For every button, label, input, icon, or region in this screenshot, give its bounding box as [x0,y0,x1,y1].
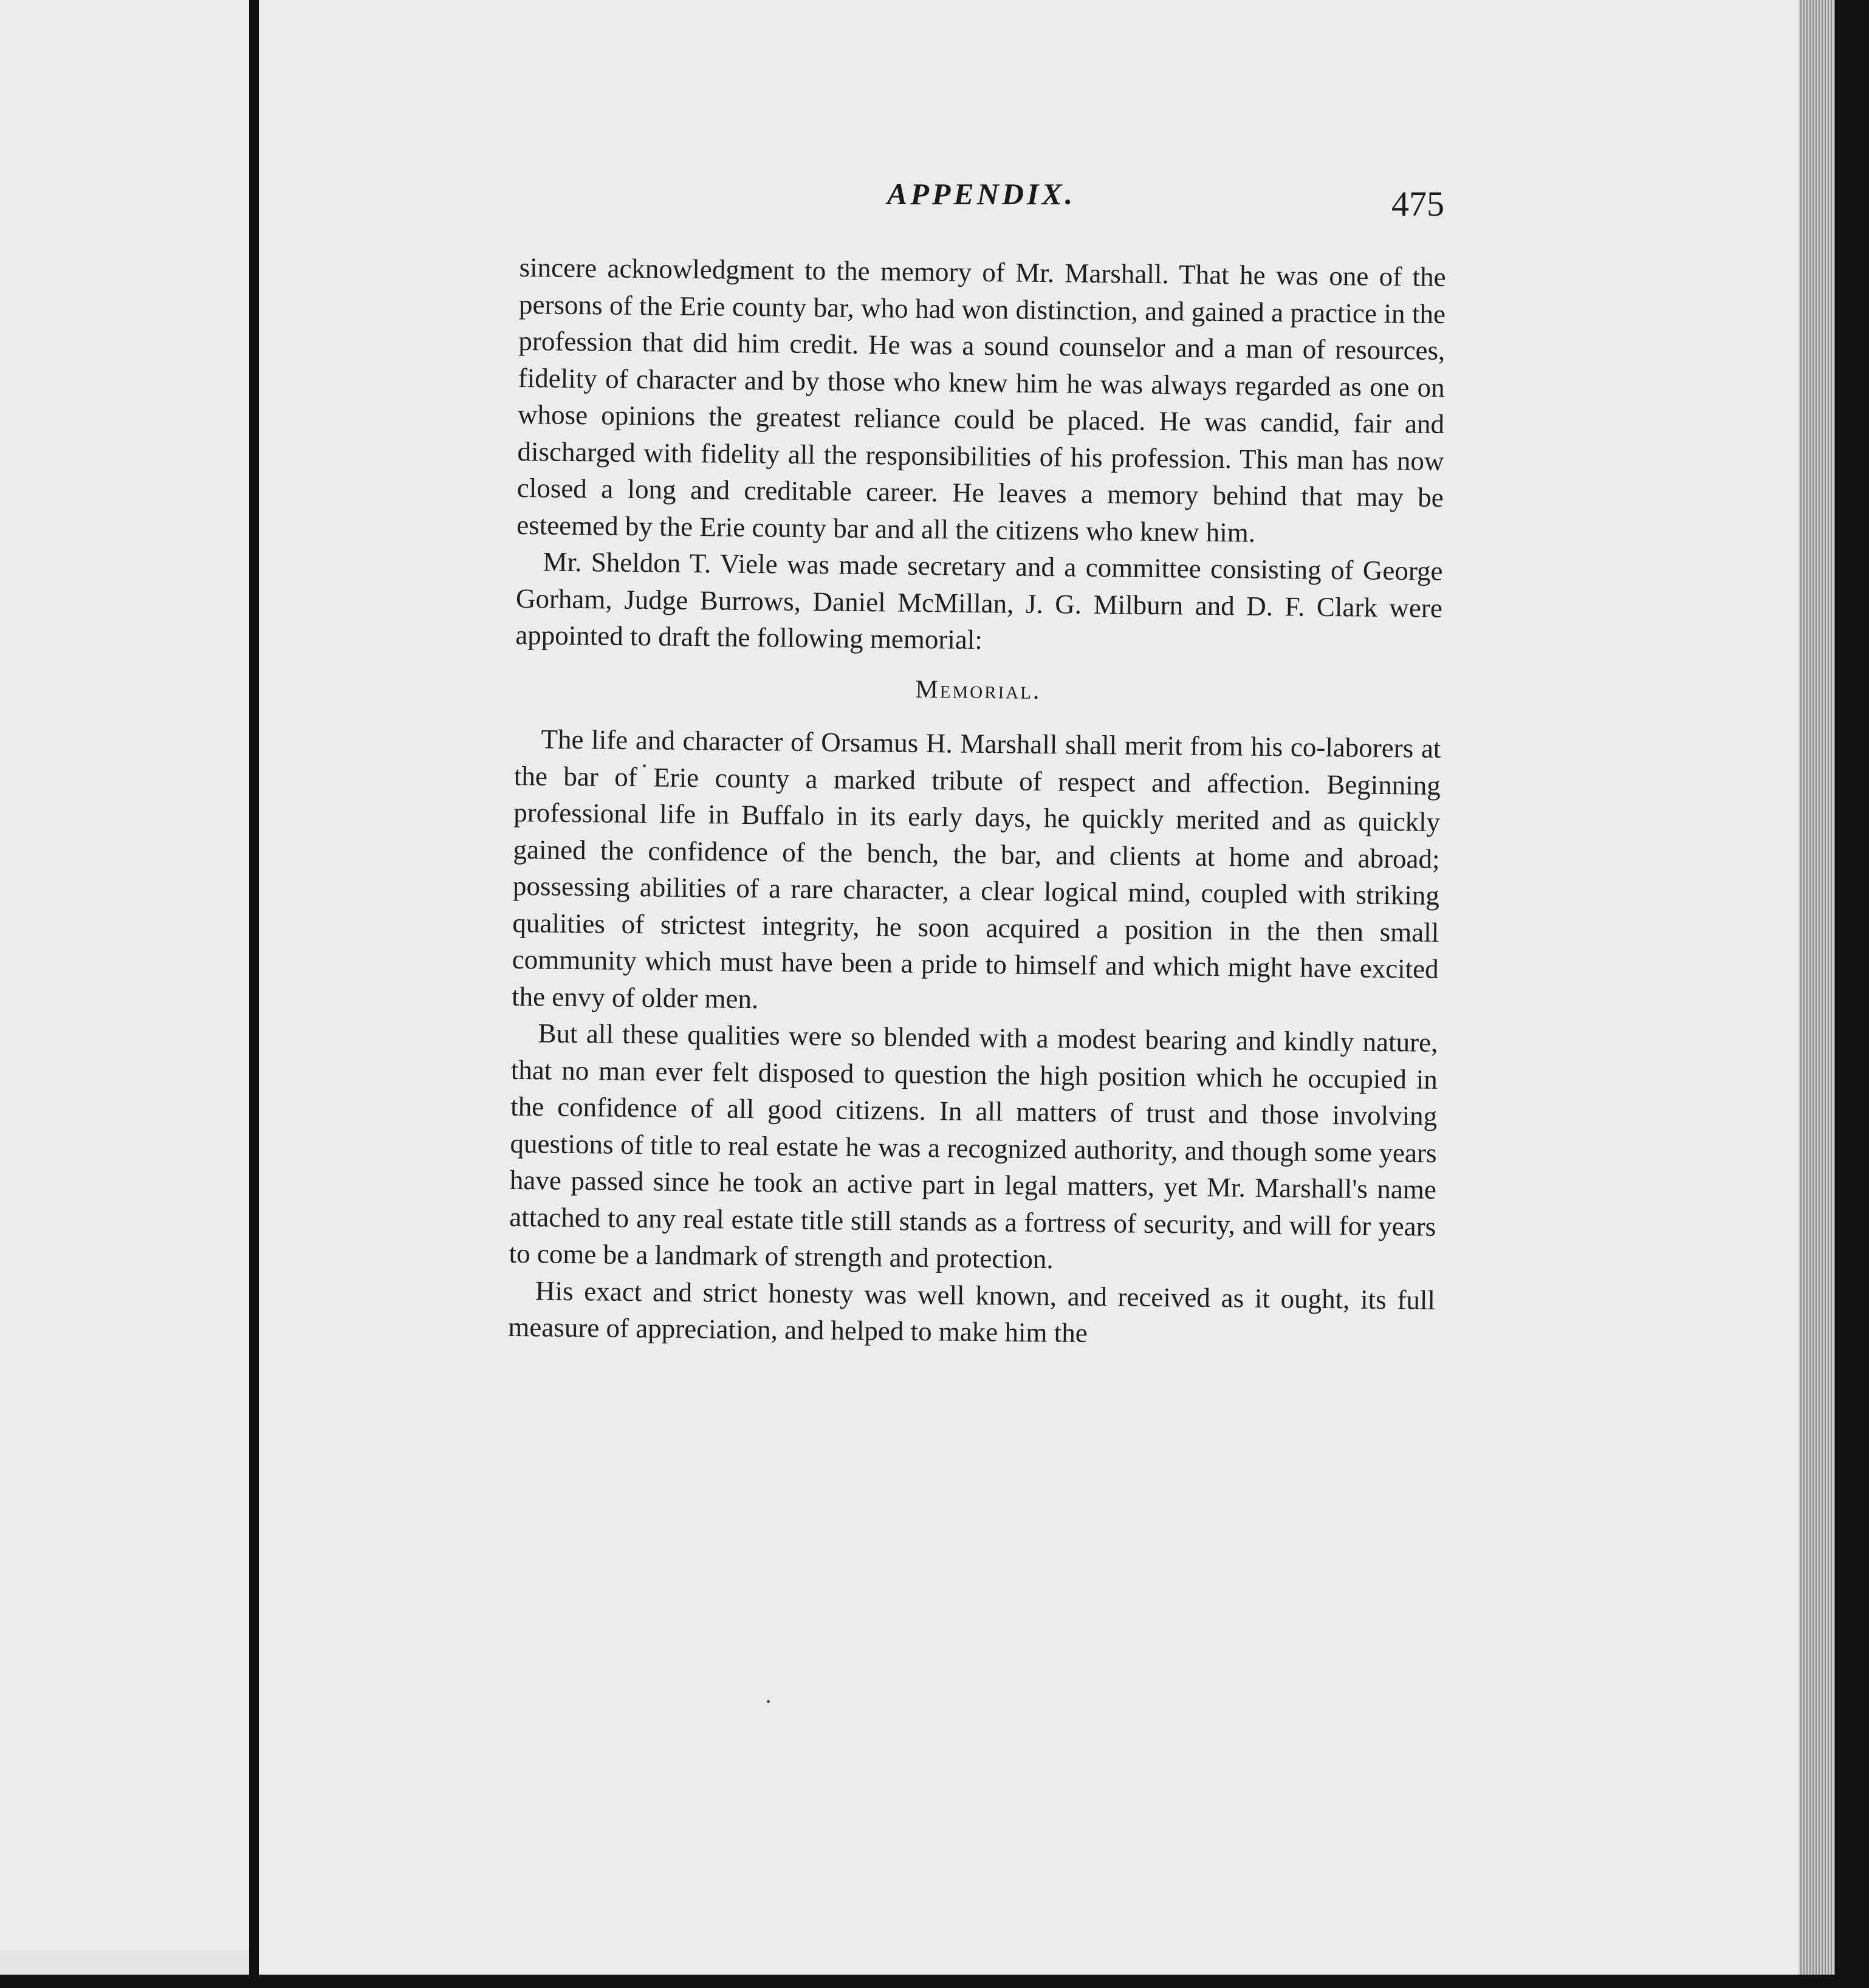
memorial-heading: Memorial. [915,675,1041,705]
scan-border-bottom [0,1975,1869,1988]
page-body [508,249,1446,1355]
scan-border-right [1835,0,1869,1988]
book-gutter [249,0,259,1975]
memorial-paragraph-3: His exact and strict honesty was well known, and received as it ought, its full measure of appreciation, and helped to make him the [508,1275,1436,1348]
left-page-blank [0,0,249,1950]
continued-paragraph: sincere acknowledgment to the memory of Mr. Marshall. That he was one of the persons of the Erie county bar, who had won distinction, and gained a practice in the profession that did him credit. He was a sound counselor and a man of resources, fidelity of character and by those who knew him he was always regarded as one on whose opinions the greatest reliance could be placed. He was candid, fair and discharged with fidelity all the responsibilities of his profession. This man has now closed a long and creditable career. He leaves a memory behind that may be esteemed by the Erie county bar and all the citizens who knew him. [516,252,1446,548]
running-head: APPENDIX. [887,177,1076,211]
ink-speck [767,1700,770,1703]
page-number: 475 [1391,184,1444,224]
memorial-paragraph-1: The life and character of Orsamus H. Marshall shall merit from his co-laborers at the bar of Erie county a marked tribute of respect and affection. Beginning professional life in Buffalo in its early days, he quickly merited and as quickly gained the confidence of the bench, the bar, and clients at home and abroad; possessing abilities of a rare character, a clear logical mind, coupled with striking qualities of strictest integrity, he soon acquired a position in the then small community which must have been a pride to himself and which might have excited the envy of older men. [511,724,1441,1014]
memorial-paragraph-2: But all these qualities were so blended with a modest bearing and kindly nature, that no man ever felt disposed to question the high position which he occupied in the confidence of all good citizens. In all matters of trust and those involving questions of title to real estate he was a recognized authority, and though some years have passed since he took an active part in legal matters, yet Mr. Marshall's name attached to any real estate title still stands as a fortress of security, and will for years to come be a landmark of strength and protection. [509,1018,1438,1275]
page-edges [1799,0,1835,1975]
committee-paragraph: Mr. Sheldon T. Viele was made secretary and a committee consisting of George Gorham, Judge Burrows, Daniel McMillan, J. G. Milburn and D. F. Clark were appointed to draft the following memorial: [515,546,1443,656]
